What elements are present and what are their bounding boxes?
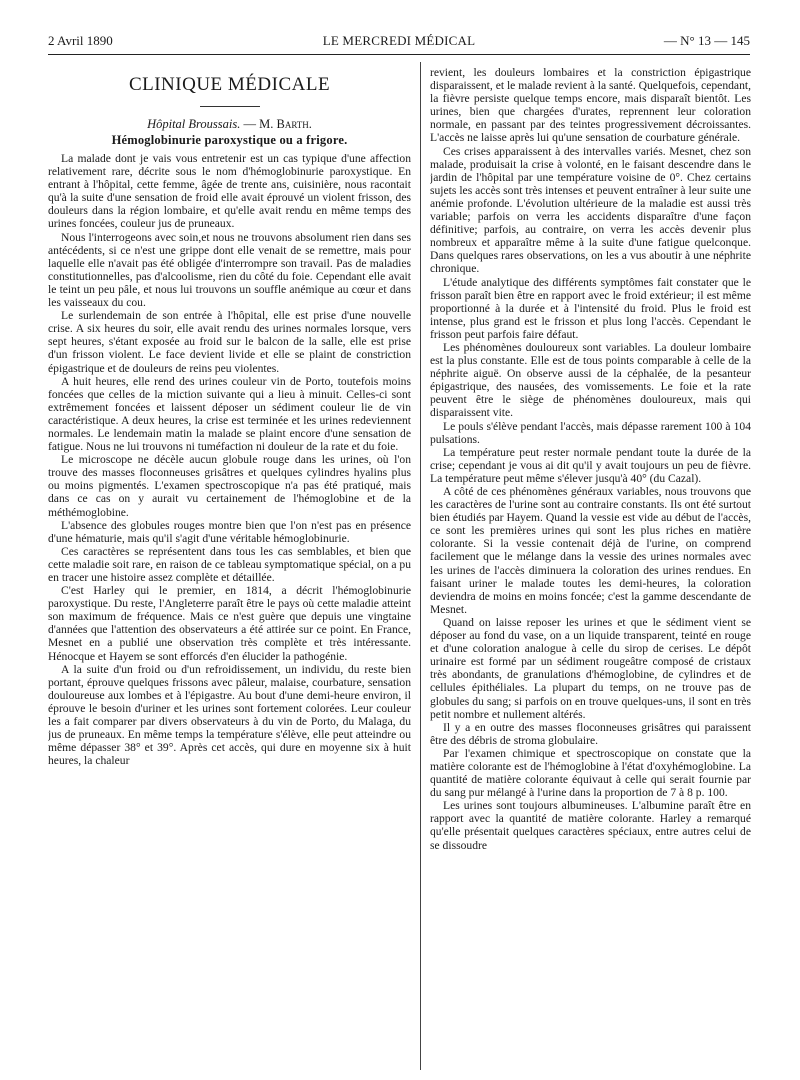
paragraph: A côté de ces phénomènes généraux variables, nous trouvons que les caractères de l'urine sont au contraire constants. Ils ont été surtout bien étudiés par Hayem. Quand la vessie est vide au début de l'accès, ce sont les premières urines qui sont les plus riches en matière colorante. Si la vessie contenait déjà de l'urine, on comprend facilement que le mélange dans la vessie des urines normales avec les urines de l'accès diminuera la coloration des urines rendues. En faisant uriner le malade toutes les demi-heures, la coloration deviendra de moins en moins foncée; c'est la gamme descendante de Mesnet. — [430, 485, 751, 616]
paragraph: Par l'examen chimique et spectroscopique on constate que la matière colorante est de l'hémoglobine à l'état d'oxyhémoglobine. La quantité de matière colorante équivaut à celle qui serait fournie par du sang pur mélangé à l'urine dans la proportion de 7 à 8 p. 100. — [430, 746, 751, 800]
paragraph: L'absence des globules rouges montre bien que l'on n'est pas en présence d'une hématurie, mais qu'il s'agit d'une véritable hémoglobinurie. — [48, 518, 411, 545]
paragraph-continued: revient, les douleurs lombaires et la constriction épigastrique disparaissent, et le malade revient à la santé. Quelquefois, cependant, la fièvre persiste quelque temps encore, mais disparaît bientôt. Les urines, bien que chargées d'urates, reprennent leur coloration normale, en passant par des teintes progressivement décroissantes. L'accès ne laisse après lui qu'une sensation de courbature générale. — [430, 66, 751, 145]
paragraph: La malade dont je vais vous entretenir est un cas typique d'une affection relativement rare, décrite sous le nom d'hémoglobinurie paroxystique. En entrant à l'hôpital, cette femme, âgée de trente ans, cuisinière, nous racontait qu'à la suite d'une sensation de froid elle avait éprouvé un violent frisson, des douleurs dans la région lombaire, et qu'elle avait rendu en même temps des urines foncées, couleur jus de pruneaux. — [48, 152, 411, 231]
left-column — [48, 68, 411, 1072]
paragraph: Nous l'interrogeons avec soin,et nous ne trouvons absolument rien dans ses antécédents, si ce n'est une grippe dont elle venait de se remettre, mais pour laquelle elle n'avait pas été obligée d'interrompre son travail. Pas de maladies constitutionnelles, pas d'alcoolisme, rien du côté du foie. Cependant elle avait le teint un peu pâle, et nous lui trouvons un souffle anémique au cœur et dans les vaisseaux du cou. — [48, 230, 411, 310]
paragraph: Ces crises apparaissent à des intervalles variés. Mesnet, chez son malade, produisait la crise à volonté, en le faisant descendre dans le jardin de l'hôpital par une température voisine de 0°. Chez certains sujets les accès sont très intenses et peuvent entraîner à leur suite une anémie profonde. L'évolution ultérieure de la maladie est aussi très variable; parfois on verra les accidents disparaître d'une façon définitive; parfois, au contraire, on verra les accès devenir plus nombreux et apparaître même à la suite d'une fatigue quelconque. Dans quelques rares observations, on les a vus aboutir à une néphrite chronique. — [430, 144, 751, 276]
paragraph: A huit heures, elle rend des urines couleur vin de Porto, toutefois moins foncées que celles de la miction suivante qui a lieu à minuit. Celles-ci sont extrêmement foncées et laissent déposer un sédiment couleur lie de vin caractéristique. A deux heures, la crise est terminée et les urines redeviennent normales. Le lendemain matin la malade se plaint encore d'une sensation de fatigue. Nous ne lui trouvons ni tuméfaction ni douleur de la rate et du foie. — [48, 374, 411, 454]
paragraph: Ces caractères se représentent dans tous les cas semblables, et bien que cette maladie soit rare, en raison de ce tableau symptomatique spécial, on a pu en tracer une histoire assez complète et détaillée. — [48, 544, 411, 584]
paragraph: Quand on laisse reposer les urines et que le sédiment vient se déposer au fond du vase, on a un liquide transparent, teinté en rouge et d'une coloration analogue à celle du sirop de cerises. Le dépôt urinaire est formé par un sédiment rougeâtre composé de cristaux très abondants, de granulations d'hémoglobine, de cylindres et de cellules épithéliales. La plupart du temps, on ne trouve pas de globules du sang; si parfois on en trouve quelques-uns, il sont en très petit nombre et nullement altérés. — [430, 615, 751, 721]
section-title: CLINIQUE MÉDICALE — [128, 74, 331, 95]
article-byline — [48, 117, 411, 132]
author-prefix: — M. — [243, 117, 274, 131]
paragraph: La température peut rester normale pendant toute la durée de la crise; cependant je vous ai dit qu'il y avait toujours un peu de fièvre. La température peut même s'élever jusqu'à 40° (du Cazal). — [430, 445, 751, 485]
right-column — [430, 66, 751, 1072]
header-date: 2 Avril 1890 — [48, 33, 113, 48]
hospital-name: Hôpital Broussais. — [147, 117, 241, 131]
header-issue-page: — N° 13 — 145 — [663, 33, 750, 48]
header-rule — [48, 54, 750, 55]
column-divider — [420, 62, 421, 1070]
paragraph: C'est Harley qui le premier, en 1814, a décrit l'hémoglobinurie paroxystique. Du reste, l'Angleterre paraît être le pays où cette maladie atteint son maximum de fréquence. Mais ce n'est guère que depuis une vingtaine d'années que l'attention des observateurs a été attirée sur ce point. En France, Mesnet en a publié une observation très complète et très intéressante. Hénocque et Hayem se sont efforcés d'en élucider la pathogénie. — [48, 584, 411, 663]
section-title-rule — [200, 106, 260, 107]
paragraph: L'étude analytique des différents symptômes fait constater que le frisson paraît bien être en rapport avec le froid extérieur; il est même proportionné à la durée et à l'intensité du froid. Plus le froid est intense, plus grand est le frisson et plus long l'accès. Cependant le frisson peut parfois faire défaut. — [430, 275, 751, 341]
paragraph: Le surlendemain de son entrée à l'hôpital, elle est prise d'une nouvelle crise. A six heures du soir, elle avait rendu des urines normales lorsque, vers sept heures, s'étant exposée au froid sur le balcon de la salle, elle est prise d'un frisson violent. Le face devient livide et elle se plaint de constriction épigastrique et de douleurs de reins peu violentes. — [48, 309, 411, 375]
author-name: Barth. — [276, 117, 312, 131]
paragraph: Le pouls s'élève pendant l'accès, mais dépasse rarement 100 à 104 pulsations. — [430, 419, 751, 446]
paragraph: Les urines sont toujours albumineuses. L'albumine paraît être en rapport avec la quantité de matière colorante. Harley a remarqué qu'elle présentait quelques caractères spéciaux, entre autres celui de se dissoudre — [430, 799, 751, 852]
paragraph: Le microscope ne décèle aucun globule rouge dans les urines, où l'on trouve des masses floconneuses grisâtres et quelques cylindres hyalins plus ou moins pigmentés. L'examen spectroscopique n'a pas été pratiqué, mais dans ce cas on y aurait vu certainement de l'hémoglobine et de la méthémoglobine. — [48, 453, 411, 519]
running-head — [48, 34, 750, 56]
article-title: Hémoglobinurie paroxystique ou a frigore. — [111, 133, 348, 147]
paragraph: A la suite d'un froid ou d'un refroidissement, un individu, du reste bien portant, éprouve quelques frissons avec pâleur, malaise, courbature, sensation douloureuse aux lombes et à l'épigastre. Au bout d'une demi-heure environ, il éprouve le besoin d'uriner et les urines sont fortement colorées. Leur couleur les a fait comparer par divers observateurs à du vin de Porto, du Malaga, du jus de pruneaux. En même temps la température s'élève, elle peut atteindre ou même dépasser 38° et 39°. Après cet accès, qui dure en moyenne six à huit heures, la chaleur — [48, 662, 411, 768]
paragraph: Les phénomènes douloureux sont variables. La douleur lombaire est la plus constante. Elle est de tous points comparable à celle de la néphrite aiguë. On observe aussi de la céphalée, de la pesanteur épigastrique, des nausées, des vomissements. Le foie et la rate peuvent être le siège de phénomènes douloureux, mais qui disparaissent vite. — [430, 340, 751, 420]
header-journal-title: LE MERCREDI MÉDICAL — [322, 33, 476, 48]
paragraph: Il y a en outre des masses floconneuses grisâtres qui paraissent être des débris de stroma globulaire. — [430, 720, 751, 747]
